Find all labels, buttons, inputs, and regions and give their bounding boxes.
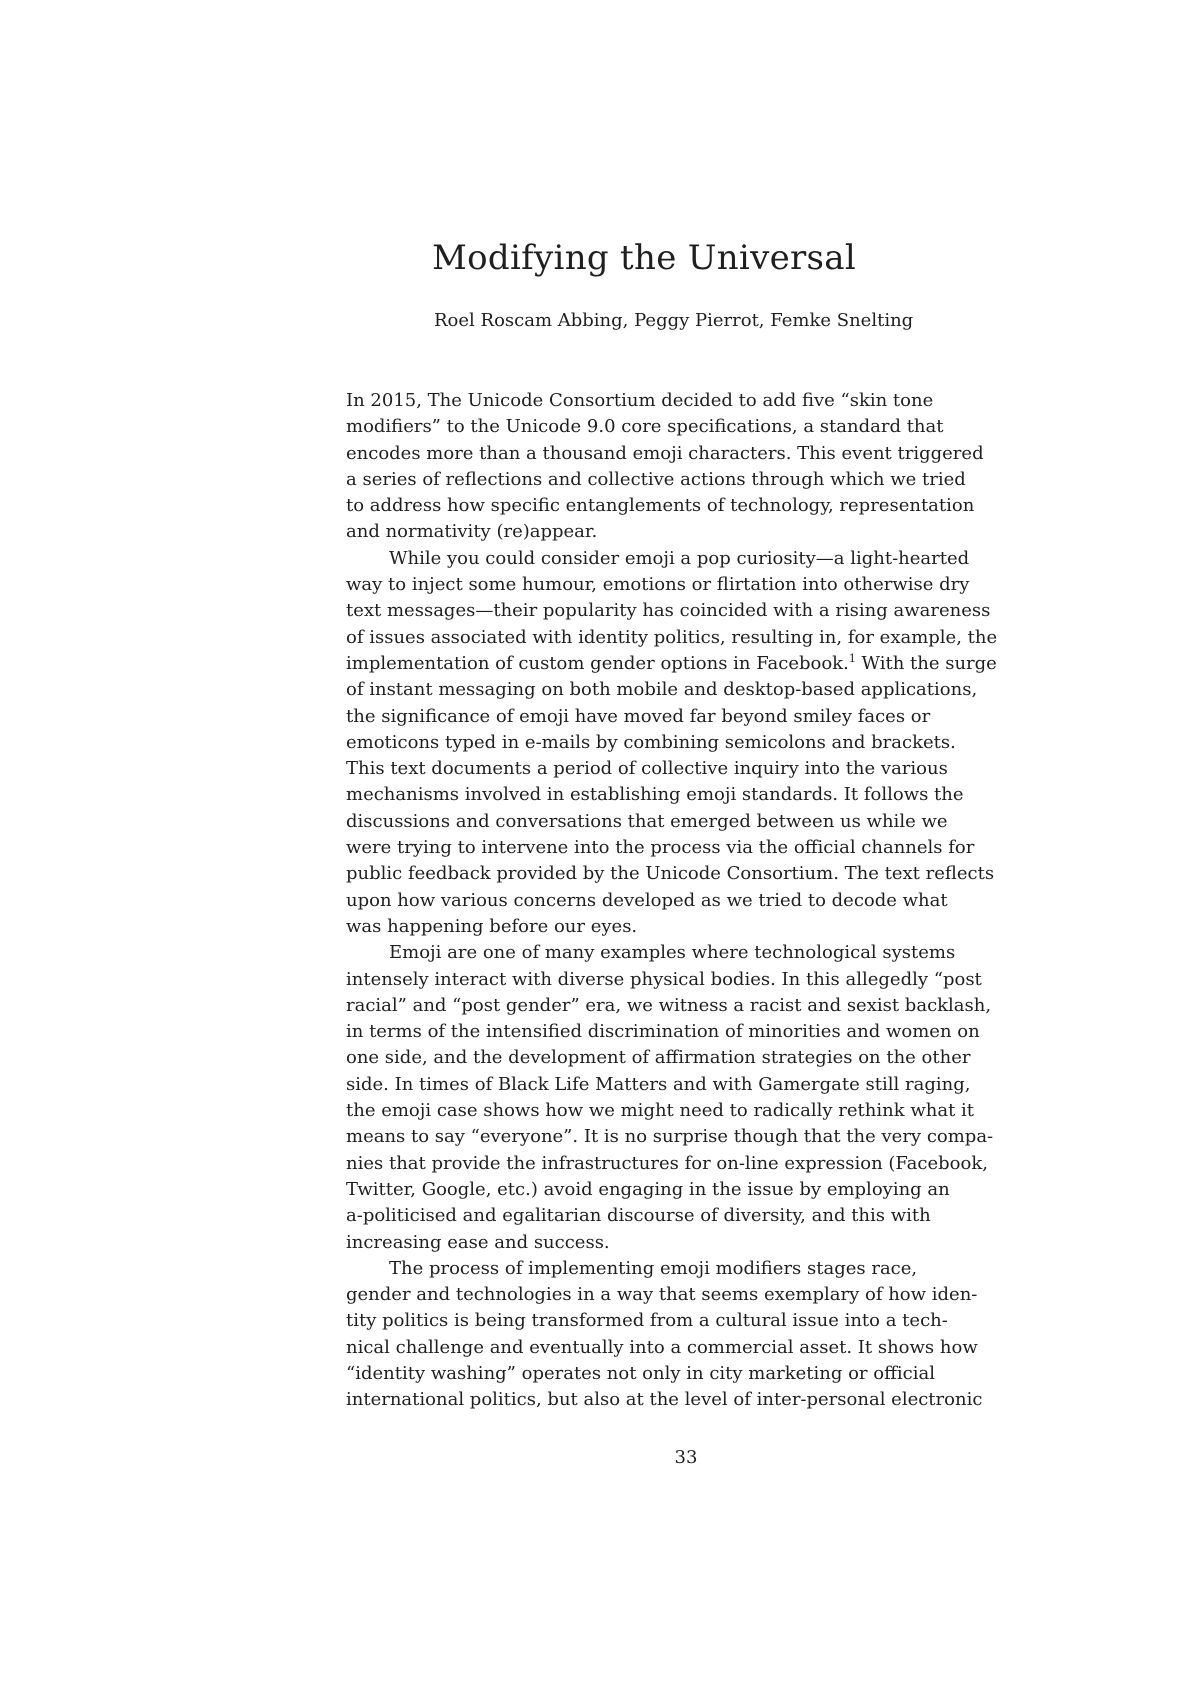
text-line (346, 1387, 1026, 1413)
text-line-continuation: With the surge (855, 652, 997, 674)
text-line-content: implementation of custom gender options in Facebook. (346, 652, 849, 674)
text-line (346, 1361, 1026, 1387)
text-line (346, 782, 1026, 808)
text-line (346, 1256, 1026, 1282)
text-line-content: to address how specific entanglements of technology, representation (346, 495, 975, 517)
text-line (346, 1151, 1026, 1177)
text-line (346, 677, 1026, 703)
text-line (346, 756, 1026, 782)
text-line-content: international politics, but also at the level of inter-personal electronic (346, 1389, 983, 1411)
text-line-content: were trying to intervene into the process via the official channels for (346, 837, 975, 859)
text-line (346, 1072, 1026, 1098)
text-line-content: nies that provide the infrastructures for on-line expression (Facebook, (346, 1152, 988, 1174)
text-line-content: nical challenge and eventually into a commercial asset. It shows how (346, 1336, 978, 1358)
text-line (346, 914, 1026, 940)
text-line (346, 1282, 1026, 1308)
text-line-content: one side, and the development of affirmation strategies on the other (346, 1047, 971, 1069)
text-line (346, 1230, 1026, 1256)
page-number: 33 (674, 1447, 698, 1468)
text-line-content: racial” and “post gender” era, we witness a racist and sexist backlash, (346, 994, 992, 1016)
text-line-content: way to inject some humour, emotions or flirtation into otherwise dry (346, 574, 970, 596)
text-line-content: a series of reflections and collective actions through which we tried (346, 468, 966, 490)
text-line (346, 388, 1026, 414)
text-line (346, 1045, 1026, 1071)
text-line-content: public feedback provided by the Unicode Consortium. The text reflects (346, 863, 995, 885)
text-line-content: the significance of emoji have moved far beyond smiley faces or (346, 705, 931, 727)
text-line-content: of instant messaging on both mobile and desktop-based applications, (346, 679, 978, 701)
text-line (346, 598, 1026, 624)
text-line (346, 1177, 1026, 1203)
text-line (346, 572, 1026, 598)
text-line (346, 730, 1026, 756)
text-line-content: intensely interact with diverse physical bodies. In this allegedly “post (346, 968, 982, 990)
text-line-content: the emoji case shows how we might need to radically rethink what it (346, 1100, 975, 1122)
text-line (346, 861, 1026, 887)
text-line-content: was happening before our eyes. (346, 915, 638, 937)
text-line-content: a-politicised and egalitarian discourse of diversity, and this with (346, 1205, 931, 1227)
authors-byline: Roel Roscam Abbing, Peggy Pierrot, Femke Snelting (434, 310, 914, 331)
text-line (346, 546, 1026, 572)
text-line (346, 651, 1026, 677)
footnote-marker[interactable]: 1 (848, 651, 856, 665)
text-line (346, 993, 1026, 1019)
text-line-content: “identity washing” operates not only in city marketing or official (346, 1362, 935, 1384)
text-line (346, 888, 1026, 914)
text-line (346, 519, 1026, 545)
text-line (346, 1019, 1026, 1045)
text-line-content: and normativity (re)appear. (346, 521, 598, 543)
text-line-content: In 2015, The Unicode Consortium decided to add five “skin tone (346, 390, 934, 411)
text-line (346, 1335, 1026, 1361)
page-title: Modifying the Universal (432, 238, 857, 278)
text-line (346, 809, 1026, 835)
text-line-content: tity politics is being transformed from a cultural issue into a tech- (346, 1310, 948, 1332)
text-line-content: The process of implementing emoji modifiers stages race, (389, 1257, 918, 1279)
text-line-content: Twitter, Google, etc.) avoid engaging in the issue by employing an (346, 1178, 950, 1200)
text-line (346, 625, 1026, 651)
text-line (346, 1308, 1026, 1334)
text-line-content: discussions and conversations that emerged between us while we (346, 810, 948, 832)
text-line (346, 967, 1026, 993)
text-line-content: means to say “everyone”. It is no surprise though that the very compa- (346, 1126, 994, 1148)
text-line (346, 414, 1026, 440)
text-line (346, 1098, 1026, 1124)
text-line (346, 493, 1026, 519)
text-line (346, 940, 1026, 966)
text-line-content: mechanisms involved in establishing emoji standards. It follows the (346, 784, 964, 806)
text-line-content: gender and technologies in a way that seems exemplary of how iden- (346, 1284, 978, 1306)
text-line-content: increasing ease and success. (346, 1231, 610, 1253)
text-line (346, 835, 1026, 861)
body-text (346, 388, 1026, 1414)
text-line-content: side. In times of Black Life Matters and with Gamergate still raging, (346, 1073, 971, 1095)
text-line-content: emoticons typed in e-mails by combining semicolons and brackets. (346, 731, 956, 753)
text-line (346, 441, 1026, 467)
text-line-content: in terms of the intensified discrimination of minorities and women on (346, 1021, 980, 1043)
text-line-content: modifiers” to the Unicode 9.0 core specifications, a standard that (346, 416, 944, 438)
text-line (346, 1124, 1026, 1150)
text-line-content: Emoji are one of many examples where technological systems (389, 942, 956, 964)
text-line-content: of issues associated with identity politics, resulting in, for example, the (346, 626, 998, 648)
text-line-content: This text documents a period of collective inquiry into the various (346, 758, 948, 780)
text-line-content: upon how various concerns developed as we tried to decode what (346, 889, 948, 911)
text-line-content: text messages—their popularity has coincided with a rising awareness (346, 600, 991, 622)
text-line-content: While you could consider emoji a pop curiosity—a light-hearted (389, 547, 970, 569)
text-line (346, 467, 1026, 493)
text-line-content: encodes more than a thousand emoji characters. This event triggered (346, 442, 984, 464)
text-line (346, 704, 1026, 730)
text-line (346, 1203, 1026, 1229)
